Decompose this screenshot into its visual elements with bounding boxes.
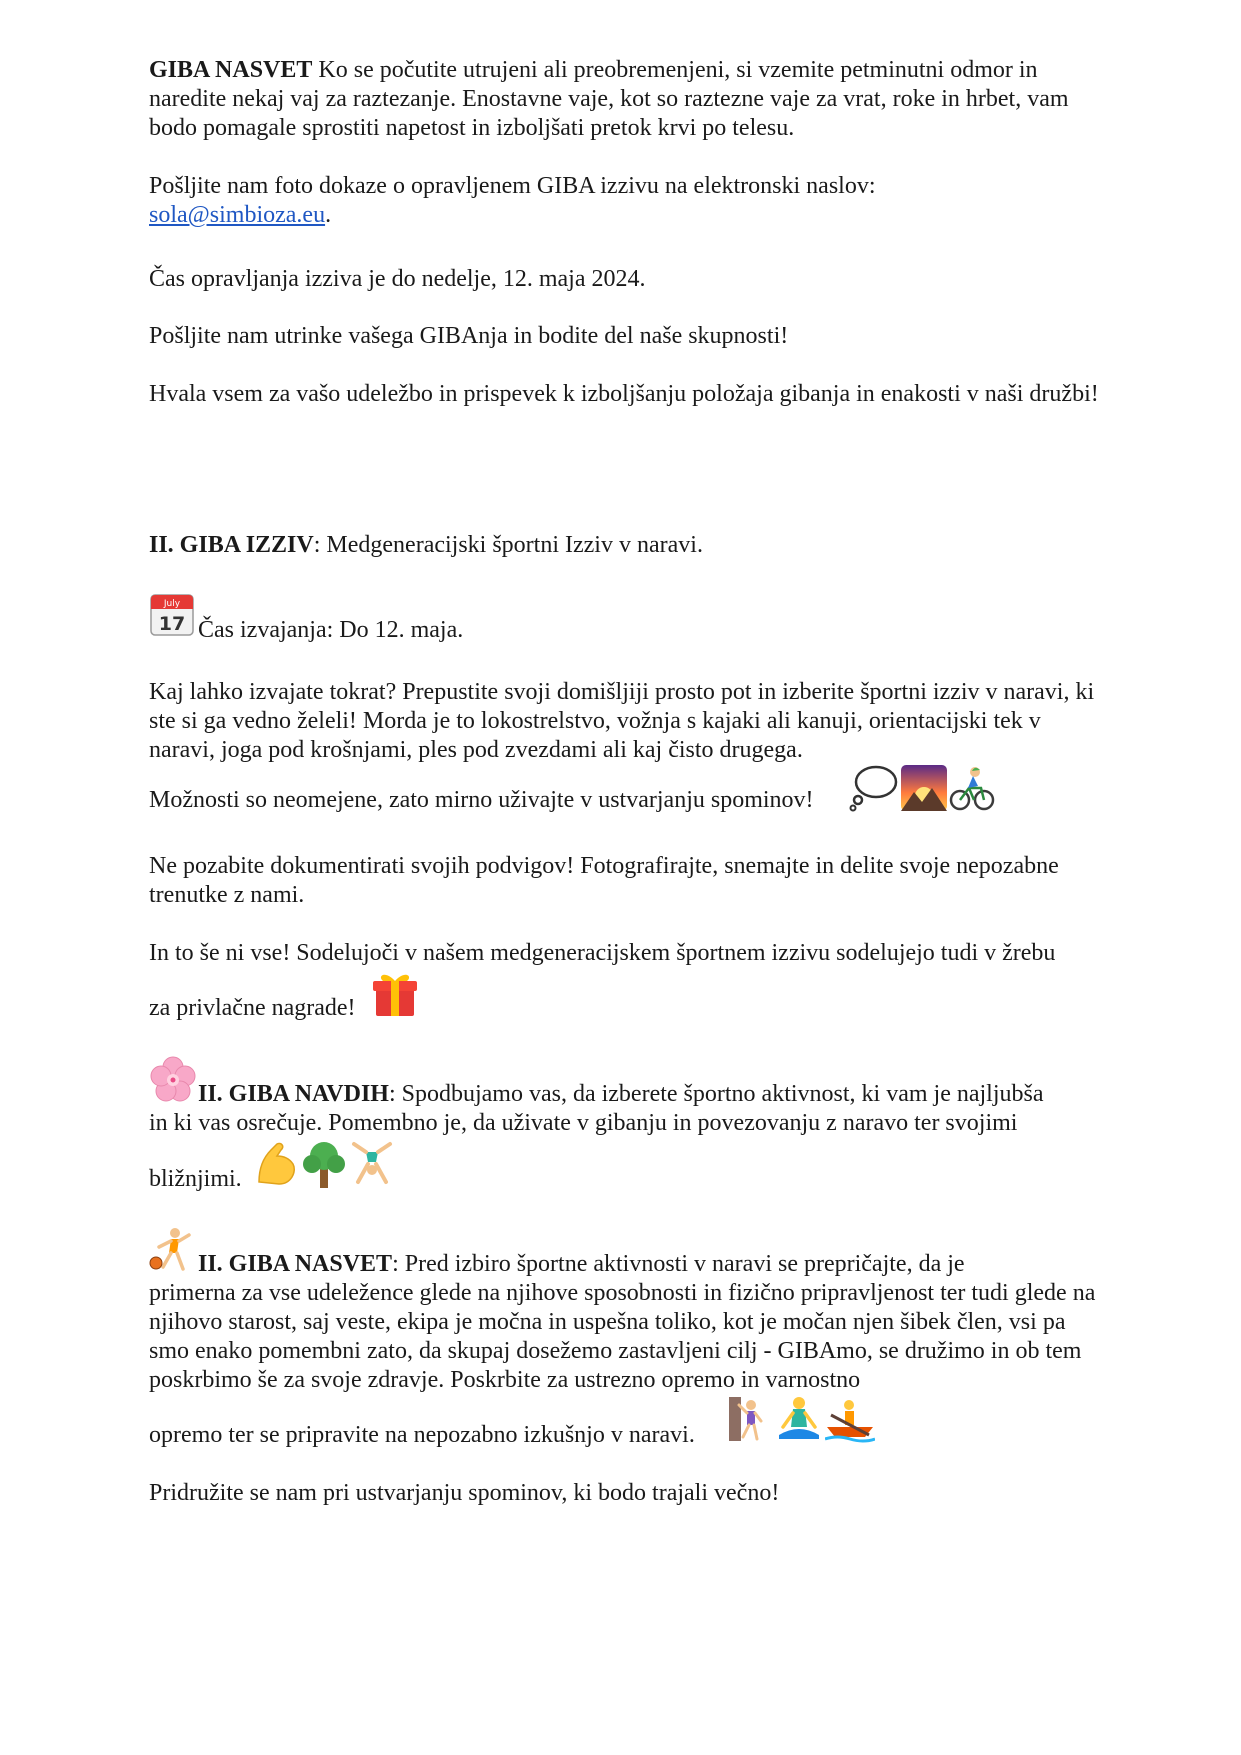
basketball-player-icon: [149, 1227, 195, 1273]
inspiration-last-line: [149, 1140, 1109, 1196]
cartwheel-icon: [348, 1140, 396, 1188]
advice-heading: II. GIBA NASVET: [198, 1251, 393, 1277]
share-paragraph: Pošljite nam utrinke vašega GIBAnja in bodite del naše skupnosti!: [149, 323, 789, 349]
challenge-heading-paragraph: [149, 531, 1109, 560]
tip-text: Ko se počutite utrujeni ali preobremenjeni, si vzemite petminutni odmor in naredite nekaj vaj za raztezanje. Enostavne vaje, kot so raztezne vaje za vrat, roke in hrbet, vam bodo pomagale sprostiti napetost in izboljšati pretok krvi po telesu.: [149, 57, 1069, 141]
cyclist-icon: [948, 764, 996, 812]
calendar-icon: [149, 592, 195, 638]
inspiration-continuation: in ki vas osrečuje. Pomembno je, da uživate v gibanju in povezovanju z naravo ter svojimi: [149, 1110, 1018, 1136]
sunrise-mountains-icon: [900, 764, 948, 812]
tip-paragraph: [149, 56, 1109, 143]
document-paragraph: Ne pozabite dokumentirati svojih podvigov! Fotografirajte, snemajte in delite svoje nepozabne trenutke z nami.: [149, 853, 1059, 908]
thanks-paragraph: Hvala vsem za vašo udeležbo in prispevek k izboljšanju položaja gibanja in enakosti v naši družbi!: [149, 381, 1099, 407]
gift-icon: [371, 968, 419, 1018]
calendar-line: [149, 592, 1109, 644]
advice-last-line: [149, 1393, 1109, 1449]
flexed-biceps-icon: [253, 1140, 301, 1188]
draw-paragraph: In to še ni vse! Sodelujoči v našem medgeneracijskem športnem izzivu sodelujejo tudi v žrebu: [149, 940, 1056, 966]
tree-icon: [299, 1140, 349, 1190]
inspiration-text: : Spodbujamo vas, da izberete športno aktivnost, ki vam je najljubša: [388, 1081, 1044, 1107]
lotus-position-icon: [775, 1395, 823, 1443]
possibilities-line: [149, 762, 1109, 816]
calendar-text: Čas izvajanja: Do 12. maja.: [198, 617, 464, 643]
advice-first-line: [149, 1225, 1109, 1281]
cherry-blossom-icon: [149, 1056, 197, 1104]
inspiration-line3: bližnjimi.: [149, 1166, 242, 1192]
climber-icon: [727, 1395, 767, 1443]
ideas-paragraph: Kaj lahko izvajate tokrat? Prepustite svoji domišljiji prosto pot in izberite športni izziv v naravi, ki ste si ga vedno želeli! Morda je to lokostrelstvo, vožnja s kajaki ali kanuji, orientacijski tek v naravi, joga pod krošnjami, ples pod zvezdami ali kaj čisto drugega.: [149, 679, 1095, 763]
prize-text: za privlačne nagrade!: [149, 995, 356, 1021]
possibilities-text: Možnosti so neomejene, zato mirno uživajte v ustvarjanju spominov!: [149, 787, 814, 813]
inspiration-heading: II. GIBA NAVDIH: [198, 1081, 389, 1107]
inspiration-line1: [198, 1080, 1044, 1109]
submission-paragraph: [149, 172, 1109, 230]
advice-body: primerna za vse udeležence glede na njihove sposobnosti in fizično pripravljenost ter tudi glede na njihovo starost, saj veste, ekipa je močna in uspešna toliko, kot je močan njen šibek člen, vsi pa smo enako pomembni zato, da skupaj dosežemo zastavljeni cilj - GIBAmo, se družimo in ob tem poskrbimo še za svoje zdravje. Poskrbite za ustrezno opremo in varnostno: [149, 1280, 1096, 1393]
challenge-subtitle: : Medgeneracijski športni Izziv v naravi.: [313, 532, 703, 558]
submission-period: .: [325, 202, 332, 228]
tip-heading: GIBA NASVET: [149, 57, 313, 83]
calendar-day: 17: [158, 613, 186, 635]
calendar-month: July: [163, 599, 181, 609]
prize-line: [149, 968, 1109, 1022]
rowing-boat-icon: [825, 1395, 875, 1443]
thought-balloon-icon: [849, 762, 899, 812]
submission-text: Pošljite nam foto dokaze o opravljenem GIBA izzivu na elektronski naslov:: [149, 173, 876, 199]
advice-line1: [198, 1250, 965, 1279]
closing-paragraph: Pridružite se nam pri ustvarjanju spominov, ki bodo trajali večno!: [149, 1480, 780, 1506]
challenge-heading: II. GIBA IZZIV: [149, 532, 314, 558]
deadline-paragraph: Čas opravljanja izziva je do nedelje, 12. maja 2024.: [149, 266, 646, 292]
email-link[interactable]: sola@simbioza.eu: [149, 202, 326, 228]
advice-text-start: : Pred izbiro športne aktivnosti v naravi se prepričajte, da je: [392, 1251, 965, 1277]
inspiration-first-line: [149, 1056, 1109, 1112]
advice-line-end: opremo ter se pripravite na nepozabno izkušnjo v naravi.: [149, 1422, 695, 1448]
